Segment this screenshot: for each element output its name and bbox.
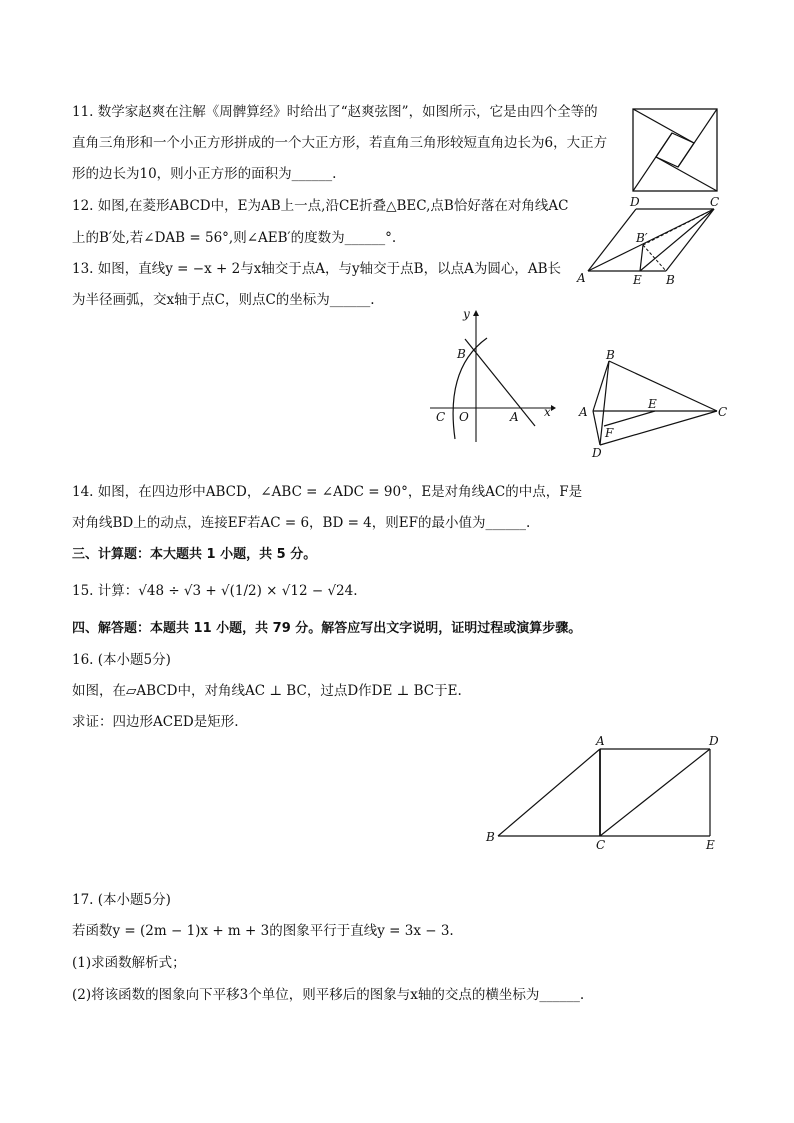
zhao-shuang-chord-diagram [632,108,718,192]
q11-line-3: 形的边长为10，则小正方形的面积为______. [72,166,337,182]
label-A: A [577,271,586,285]
q14-line-1: 14. 如图，在四边形中ABCD，∠ABC = ∠ADC = 90°，E是对角线AC的中点，F是 [72,484,583,500]
q15-text: 15. 计算：√48 ÷ √3 + √(1/2) × √12 − √24. [72,583,358,599]
section-3-title: 三、计算题：本大题共 1 小题，共 5 分。 [72,547,317,562]
label-D: D [592,446,602,460]
label-B: B [666,273,675,287]
label-A: A [510,410,519,424]
label-B-prime: B′ [636,231,648,245]
q16-line-2: 求证：四边形ACED是矩形. [72,714,239,730]
q17-line-1: 若函数y = (2m − 1)x + m + 3的图象平行于直线y = 3x − 3. [72,923,454,939]
label-E: E [706,838,715,852]
label-E: E [648,397,657,411]
q11-line-2: 直角三角形和一个小正方形拼成的一个大正方形，若直角三角形较短直角边长为6，大正方 [72,135,608,151]
parallelogram-rectangle-figure [482,732,727,854]
label-B: B [606,348,615,362]
label-C: C [436,410,446,424]
coordinate-arc-figure [427,306,557,446]
q17-line-3: (2)将该函数的图象向下平移3个单位，则平移后的图象与x轴的交点的横坐标为______. [72,987,585,1003]
rhombus-fold-figure [574,195,724,287]
q11-line-1: 11. 数学家赵爽在注解《周髀算经》时给出了“赵爽弦图”，如图所示，它是由四个全等的 [72,104,598,120]
label-F: F [605,426,614,440]
label-C: C [718,405,728,419]
quadrilateral-figure [575,347,735,462]
q14-line-2: 对角线BD上的动点，连接EF若AC = 6，BD = 4，则EF的最小值为______. [72,515,531,531]
label-D: D [709,734,719,748]
label-O: O [459,410,469,424]
label-C: C [596,838,606,852]
section-4-title: 四、解答题：本题共 11 小题，共 79 分。解答应写出文字说明，证明过程或演算步骤。 [72,621,582,636]
q13-line-2: 为半径画弧，交x轴于点C，则点C的坐标为______. [72,292,375,308]
q13-line-1: 13. 如图，直线y = −x + 2与x轴交于点A，与y轴交于点B，以点A为圆心，AB长 [72,261,562,277]
q17-line-2: (1)求函数解析式； [72,955,186,971]
q17-header: 17. (本小题5分) [72,892,171,908]
label-y: y [463,307,470,321]
q12-line-2: 上的B′处,若∠DAB = 56°,则∠AEB′的度数为______°. [72,230,397,246]
label-A: A [596,734,605,748]
label-B: B [457,347,466,361]
q16-line-1: 如图，在▱ABCD中，对角线AC ⊥ BC，过点D作DE ⊥ BC于E. [72,683,462,699]
q16-header: 16. (本小题5分) [72,652,171,668]
label-C: C [710,195,720,209]
label-E: E [633,273,642,287]
q12-line-1: 12. 如图,在菱形ABCD中，E为AB上一点,沿CE折叠△BEC,点B恰好落在对角线AC [72,198,569,214]
label-B: B [486,830,495,844]
label-A: A [579,405,588,419]
label-x: x [544,405,551,419]
label-D: D [630,195,640,209]
